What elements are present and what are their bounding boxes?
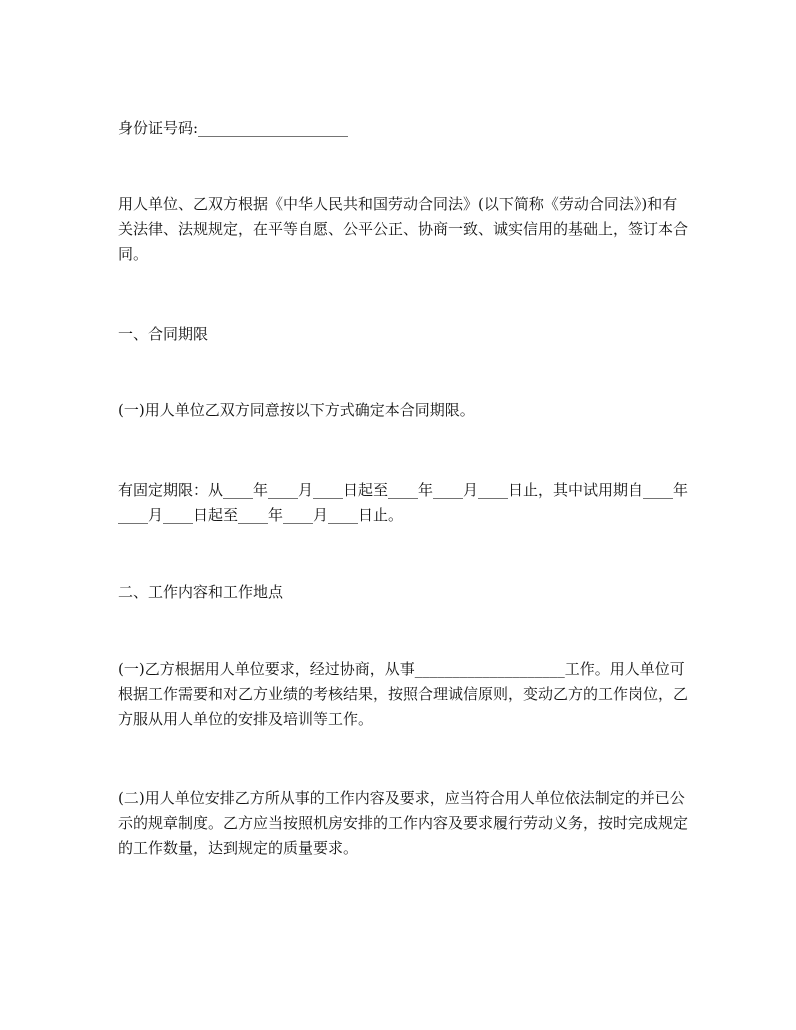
section-2-item-2: (二)用人单位安排乙方所从事的工作内容及要求，应当符合用人单位依法制定的并已公示的规章制度。乙方应当按照机房安排的工作内容及要求履行劳动义务，按时完成规定的工作数量，达到规定的质量要求。 xyxy=(118,789,689,857)
section-2-item-1: (一)乙方根据用人单位要求，经过协商，从事____________________工作。用人单位可根据工作需要和对乙方业绩的考核结果，按照合理诚信原则，变动乙方的工作岗位，乙方服从用人单位的安排及培训等工作。 xyxy=(118,660,689,728)
preamble-paragraph: 用人单位、乙双方根据《中华人民共和国劳动合同法》(以下简称《劳动合同法》)和有关法律、法规规定，在平等自愿、公平公正、协商一致、诚实信用的基础上，签订本合同。 xyxy=(118,195,689,263)
id-number-line: 身份证号码:____________________ xyxy=(118,119,349,137)
fixed-term-paragraph: 有固定期限：从____年____月____日起至____年____月____日止，其中试用期自____年____月____日起至____年____月____日止。 xyxy=(118,481,689,524)
section-1-item-1: (一)用人单位乙双方同意按以下方式确定本合同期限。 xyxy=(118,401,475,419)
section-2-title: 二、工作内容和工作地点 xyxy=(118,583,284,601)
section-1-title: 一、合同期限 xyxy=(118,325,209,343)
